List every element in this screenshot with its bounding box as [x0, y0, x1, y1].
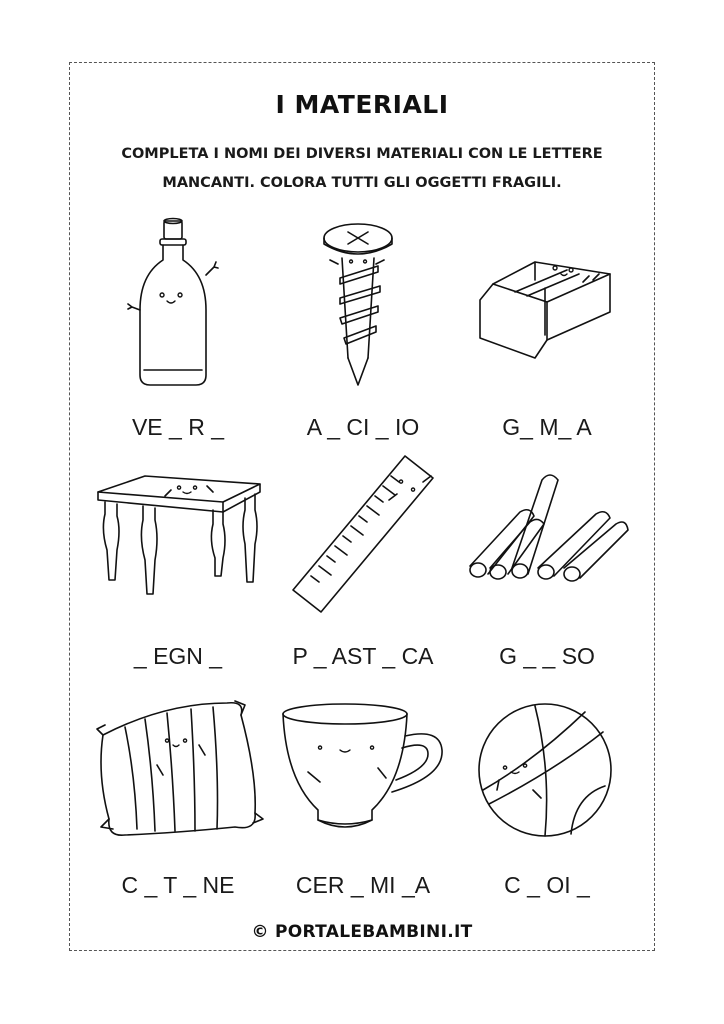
wooden-table-icon [95, 470, 265, 600]
word-ceramica: CER _ MI _A [295, 872, 431, 898]
ceramic-cup-icon [280, 700, 448, 835]
instructions-line-1: COMPLETA I NOMI DEI DIVERSI MATERIALI CON LE LETTERE [121, 146, 603, 162]
footer-copyright: © PORTALEBAMBINI.IT [251, 922, 473, 942]
word-acciaio: A _ CI _ IO [306, 414, 420, 440]
word-legno: _ EGN _ [133, 643, 223, 669]
word-gesso: G _ _ SO [499, 643, 595, 669]
basketball-icon [475, 700, 615, 840]
word-gomma: G_ M_ A [502, 414, 592, 440]
page-title: I MATERIALI [275, 90, 449, 119]
word-vetro: VE _ R _ [131, 414, 225, 440]
ruler-icon [285, 450, 445, 620]
word-cotone: C _ T _ NE [121, 872, 235, 898]
cushion-icon [95, 695, 265, 840]
instructions-line-2: MANCANTI. COLORA TUTTI GLI OGGETTI FRAGILI. [162, 175, 562, 191]
chalk-sticks-icon [460, 468, 630, 593]
word-plastica: P _ AST _ CA [292, 643, 434, 669]
word-cuoio: C _ OI _ [504, 872, 590, 898]
screw-icon [318, 220, 408, 390]
eraser-icon [475, 240, 620, 360]
glass-bottle-icon [120, 215, 220, 390]
